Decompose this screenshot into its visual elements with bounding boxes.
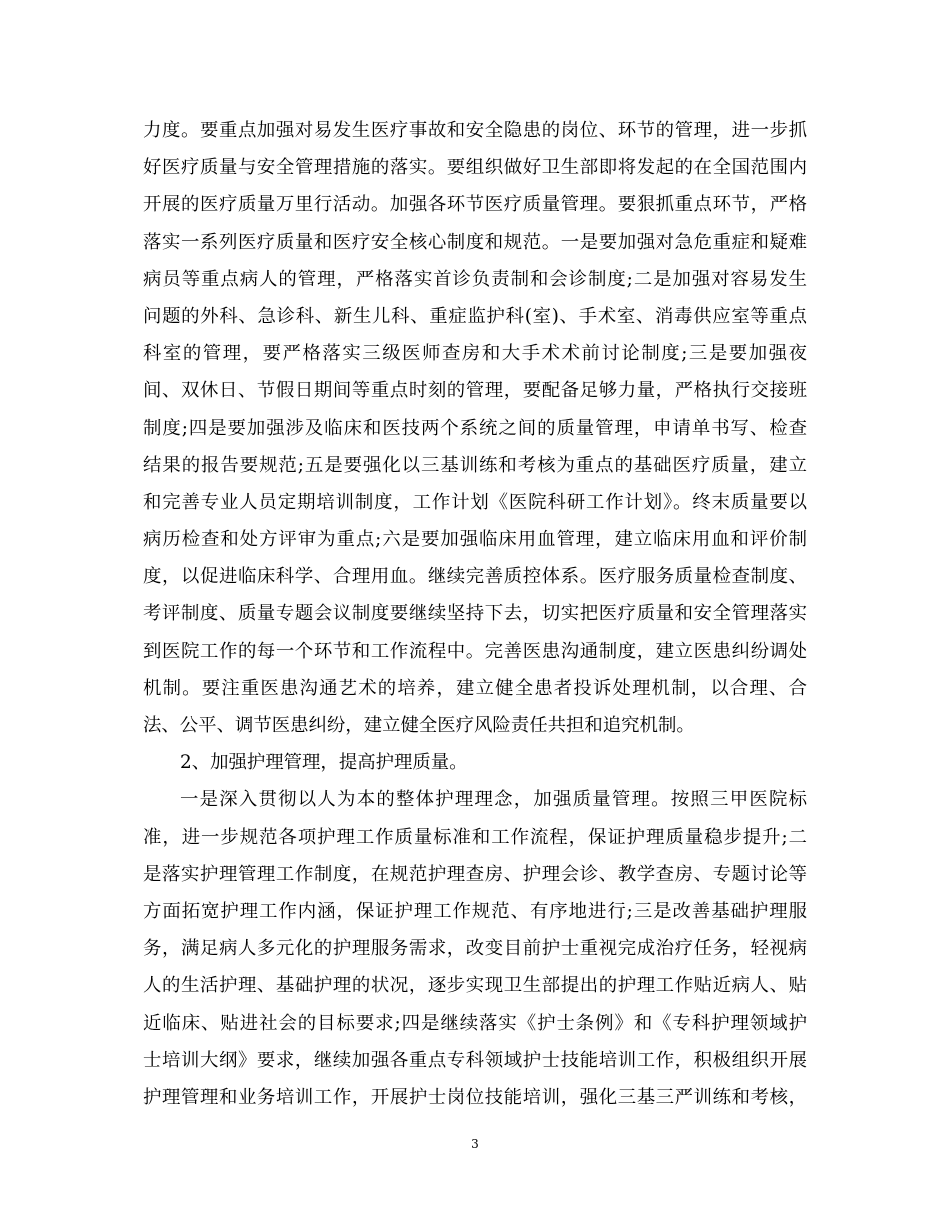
text-line: 考评制度、质量专题会议制度要继续坚持下去，切实把医疗质量和安全管理落实 xyxy=(143,603,807,625)
text-line: 护理管理和业务培训工作，开展护士岗位技能培训，强化三基三严训练和考核， xyxy=(143,1086,807,1108)
text-line: 科室的管理，要严格落实三级医师查房和大手术术前讨论制度;三是要加强夜 xyxy=(143,343,807,365)
text-line: 务，满足病人多元化的护理服务需求，改变目前护士重视完成治疗任务，轻视病 xyxy=(143,938,807,960)
text-line: 开展的医疗质量万里行活动。加强各环节医疗质量管理。要狠抓重点环节，严格 xyxy=(143,194,807,216)
text-line: 是落实护理管理工作制度，在规范护理查房、护理会诊、教学查房、专题讨论等 xyxy=(143,863,807,885)
text-line: 结果的报告要规范;五是要强化以三基训练和考核为重点的基础医疗质量，建立 xyxy=(143,454,807,476)
text-line: 好医疗质量与安全管理措施的落实。要组织做好卫生部即将发起的在全国范围内 xyxy=(143,157,807,179)
text-line: 一是深入贯彻以人为本的整体护理理念，加强质量管理。按照三甲医院标 xyxy=(180,789,807,811)
document-body xyxy=(143,112,807,1116)
text-line: 力度。要重点加强对易发生医疗事故和安全隐患的岗位、环节的管理，进一步抓 xyxy=(143,120,807,141)
text-line: 士培训大纲》要求，继续加强各重点专科领域护士技能培训工作，积极组织开展 xyxy=(143,1049,807,1071)
text-line: 落实一系列医疗质量和医疗安全核心制度和规范。一是要加强对急危重症和疑难 xyxy=(143,231,807,253)
text-line: 制度;四是要加强涉及临床和医技两个系统之间的质量管理，申请单书写、检查 xyxy=(143,417,807,439)
text-line: 机制。要注重医患沟通艺术的培养，建立健全患者投诉处理机制，以合理、合 xyxy=(143,677,807,699)
text-line: 人的生活护理、基础护理的状况，逐步实现卫生部提出的护理工作贴近病人、贴 xyxy=(143,975,807,997)
text-line: 病历检查和处方评审为重点;六是要加强临床用血管理，建立临床用血和评价制 xyxy=(143,529,807,551)
text-line: 法、公平、调节医患纠纷，建立健全医疗风险责任共担和追究机制。 xyxy=(143,715,695,736)
text-line: 间、双休日、节假日期间等重点时刻的管理，要配备足够力量，严格执行交接班 xyxy=(143,380,807,402)
section-heading: 2、加强护理管理，提高护理质量。 xyxy=(180,752,468,774)
text-line: 近临床、贴进社会的目标要求;四是继续落实《护士条例》和《专科护理领域护 xyxy=(143,1012,807,1034)
text-line: 方面拓宽护理工作内涵，保证护理工作规范、有序地进行;三是改善基础护理服 xyxy=(143,900,807,922)
text-line: 准，进一步规范各项护理工作质量标准和工作流程，保证护理质量稳步提升;二 xyxy=(143,826,807,848)
text-line: 到医院工作的每一个环节和工作流程中。完善医患沟通制度，建立医患纠纷调处 xyxy=(143,640,807,662)
text-line: 度，以促进临床科学、合理用血。继续完善质控体系。医疗服务质量检查制度、 xyxy=(143,566,807,588)
text-line: 病员等重点病人的管理，严格落实首诊负责制和会诊制度;二是加强对容易发生 xyxy=(143,268,807,290)
text-line: 和完善专业人员定期培训制度，工作计划《医院科研工作计划》。终末质量要以 xyxy=(143,491,807,513)
text-line: 问题的外科、急诊科、新生儿科、重症监护科(室)、手术室、消毒供应室等重点 xyxy=(143,305,807,327)
page-number: 3 xyxy=(471,1137,479,1151)
